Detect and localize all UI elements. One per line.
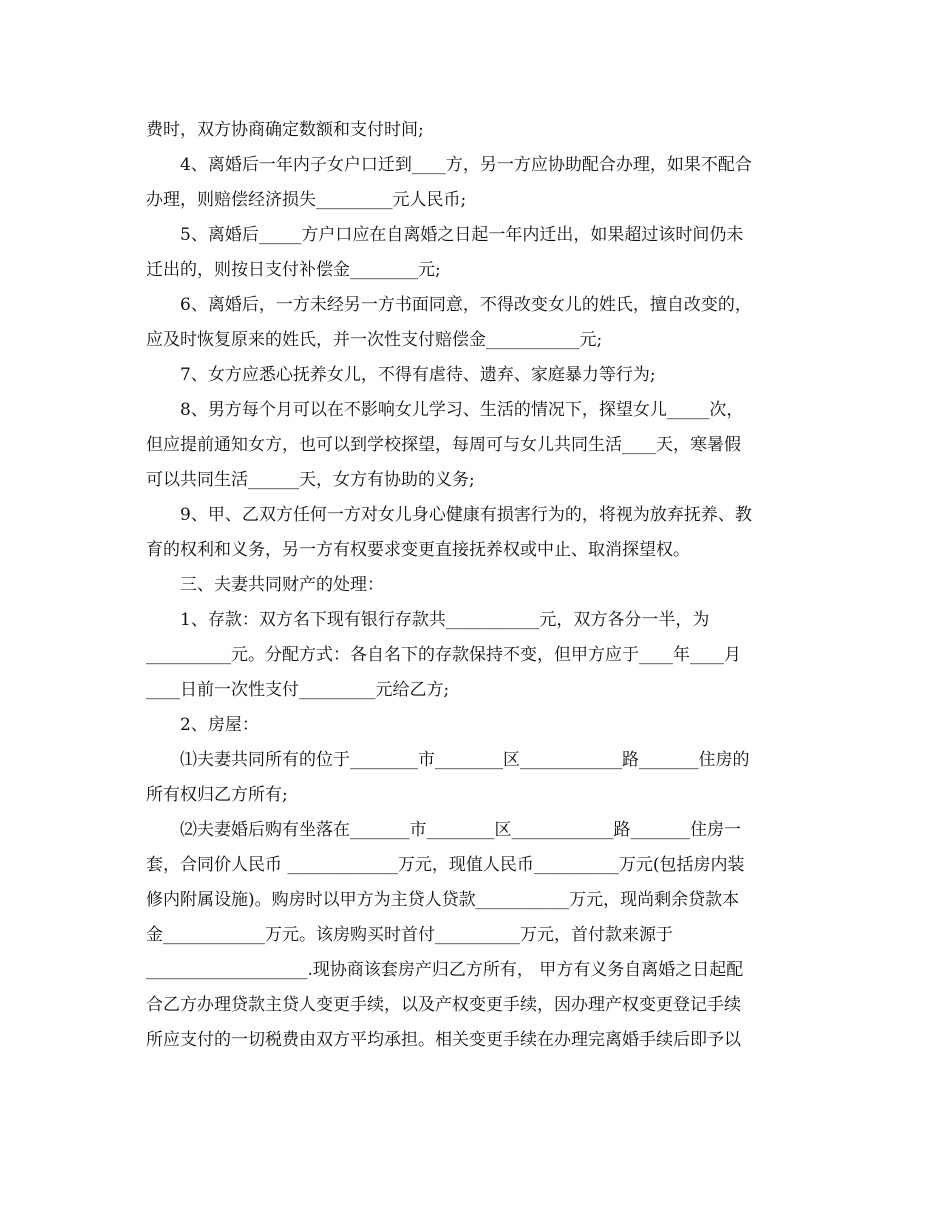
document-line: 迁出的，则按日支付补偿金________元; bbox=[146, 260, 441, 280]
document-line: 可以共同生活______天，女方有协助的义务; bbox=[146, 470, 475, 490]
document-line: 7、女方应悉心抚养女儿，不得有虐待、遗弃、家庭暴力等行为; bbox=[180, 365, 656, 385]
document-line: 但应提前通知女方，也可以到学校探望，每周可与女儿共同生活____天，寒暑假 bbox=[146, 435, 741, 455]
document-line: 育的权利和义务，另一方有权要求变更直接抚养权或中止、取消探望权。 bbox=[146, 540, 690, 560]
document-body bbox=[146, 113, 816, 1058]
document-line: __________元。分配方式：各自名下的存款保持不变，但甲方应于____年____月 bbox=[146, 645, 741, 665]
document-line: ____日前一次性支付_________元给乙方; bbox=[146, 680, 450, 700]
document-line: 办理，则赔偿经济损失_________元人民币; bbox=[146, 190, 467, 210]
document-line: 套，合同价人民币 _____________万元，现值人民币__________万元(包括房内装 bbox=[146, 855, 745, 875]
document-line: 6、离婚后，一方未经另一方书面同意，不得改变女儿的姓氏，擅自改变的， bbox=[180, 295, 752, 315]
document-line: ___________________.现协商该套房产归乙方所有， 甲方有义务自离婚之日起配 bbox=[146, 960, 744, 980]
document-line: ⑵夫妻婚后购有坐落在_______市________区____________路_______住房一 bbox=[180, 820, 741, 840]
document-line: 9、甲、乙双方任何一方对女儿身心健康有损害行为的，将视为放弃抚养、教 bbox=[180, 505, 752, 525]
document-line: 1、存款：双方名下现有银行存款共___________元，双方各分一半，为 bbox=[180, 610, 710, 630]
document-line: 所应支付的一切税费由双方平均承担。相关变更手续在办理完离婚手续后即予以 bbox=[146, 1030, 741, 1050]
document-line: 所有权归乙方所有; bbox=[146, 785, 288, 805]
document-line: 5、离婚后_____方户口应在自离婚之日起一年内迁出，如果超过该时间仍未 bbox=[180, 225, 744, 245]
document-line: 三、夫妻共同财产的处理： bbox=[180, 575, 384, 595]
document-line: ⑴夫妻共同所有的位于________市________区____________路_______住房的 bbox=[180, 750, 750, 770]
document-line: 4、离婚后一年内子女户口迁到____方，另一方应协助配合办理，如果不配合 bbox=[180, 155, 752, 175]
document-line: 修内附属设施)。购房时以甲方为主贷人贷款___________万元，现尚剩余贷款本 bbox=[146, 890, 740, 910]
document-line: 应及时恢复原来的姓氏，并一次性支付赔偿金___________元; bbox=[146, 330, 603, 350]
document-line: 合乙方办理贷款主贷人变更手续，以及产权变更手续，因办理产权变更登记手续 bbox=[146, 995, 741, 1015]
document-line: 金____________万元。该房购买时首付__________万元，首付款来源于 bbox=[146, 925, 673, 945]
document-line: 8、男方每个月可以在不影响女儿学习、生活的情况下，探望女儿_____次， bbox=[180, 400, 744, 420]
document-line: 费时，双方协商确定数额和支付时间; bbox=[146, 120, 424, 140]
document-line: 2、房屋： bbox=[180, 715, 259, 735]
